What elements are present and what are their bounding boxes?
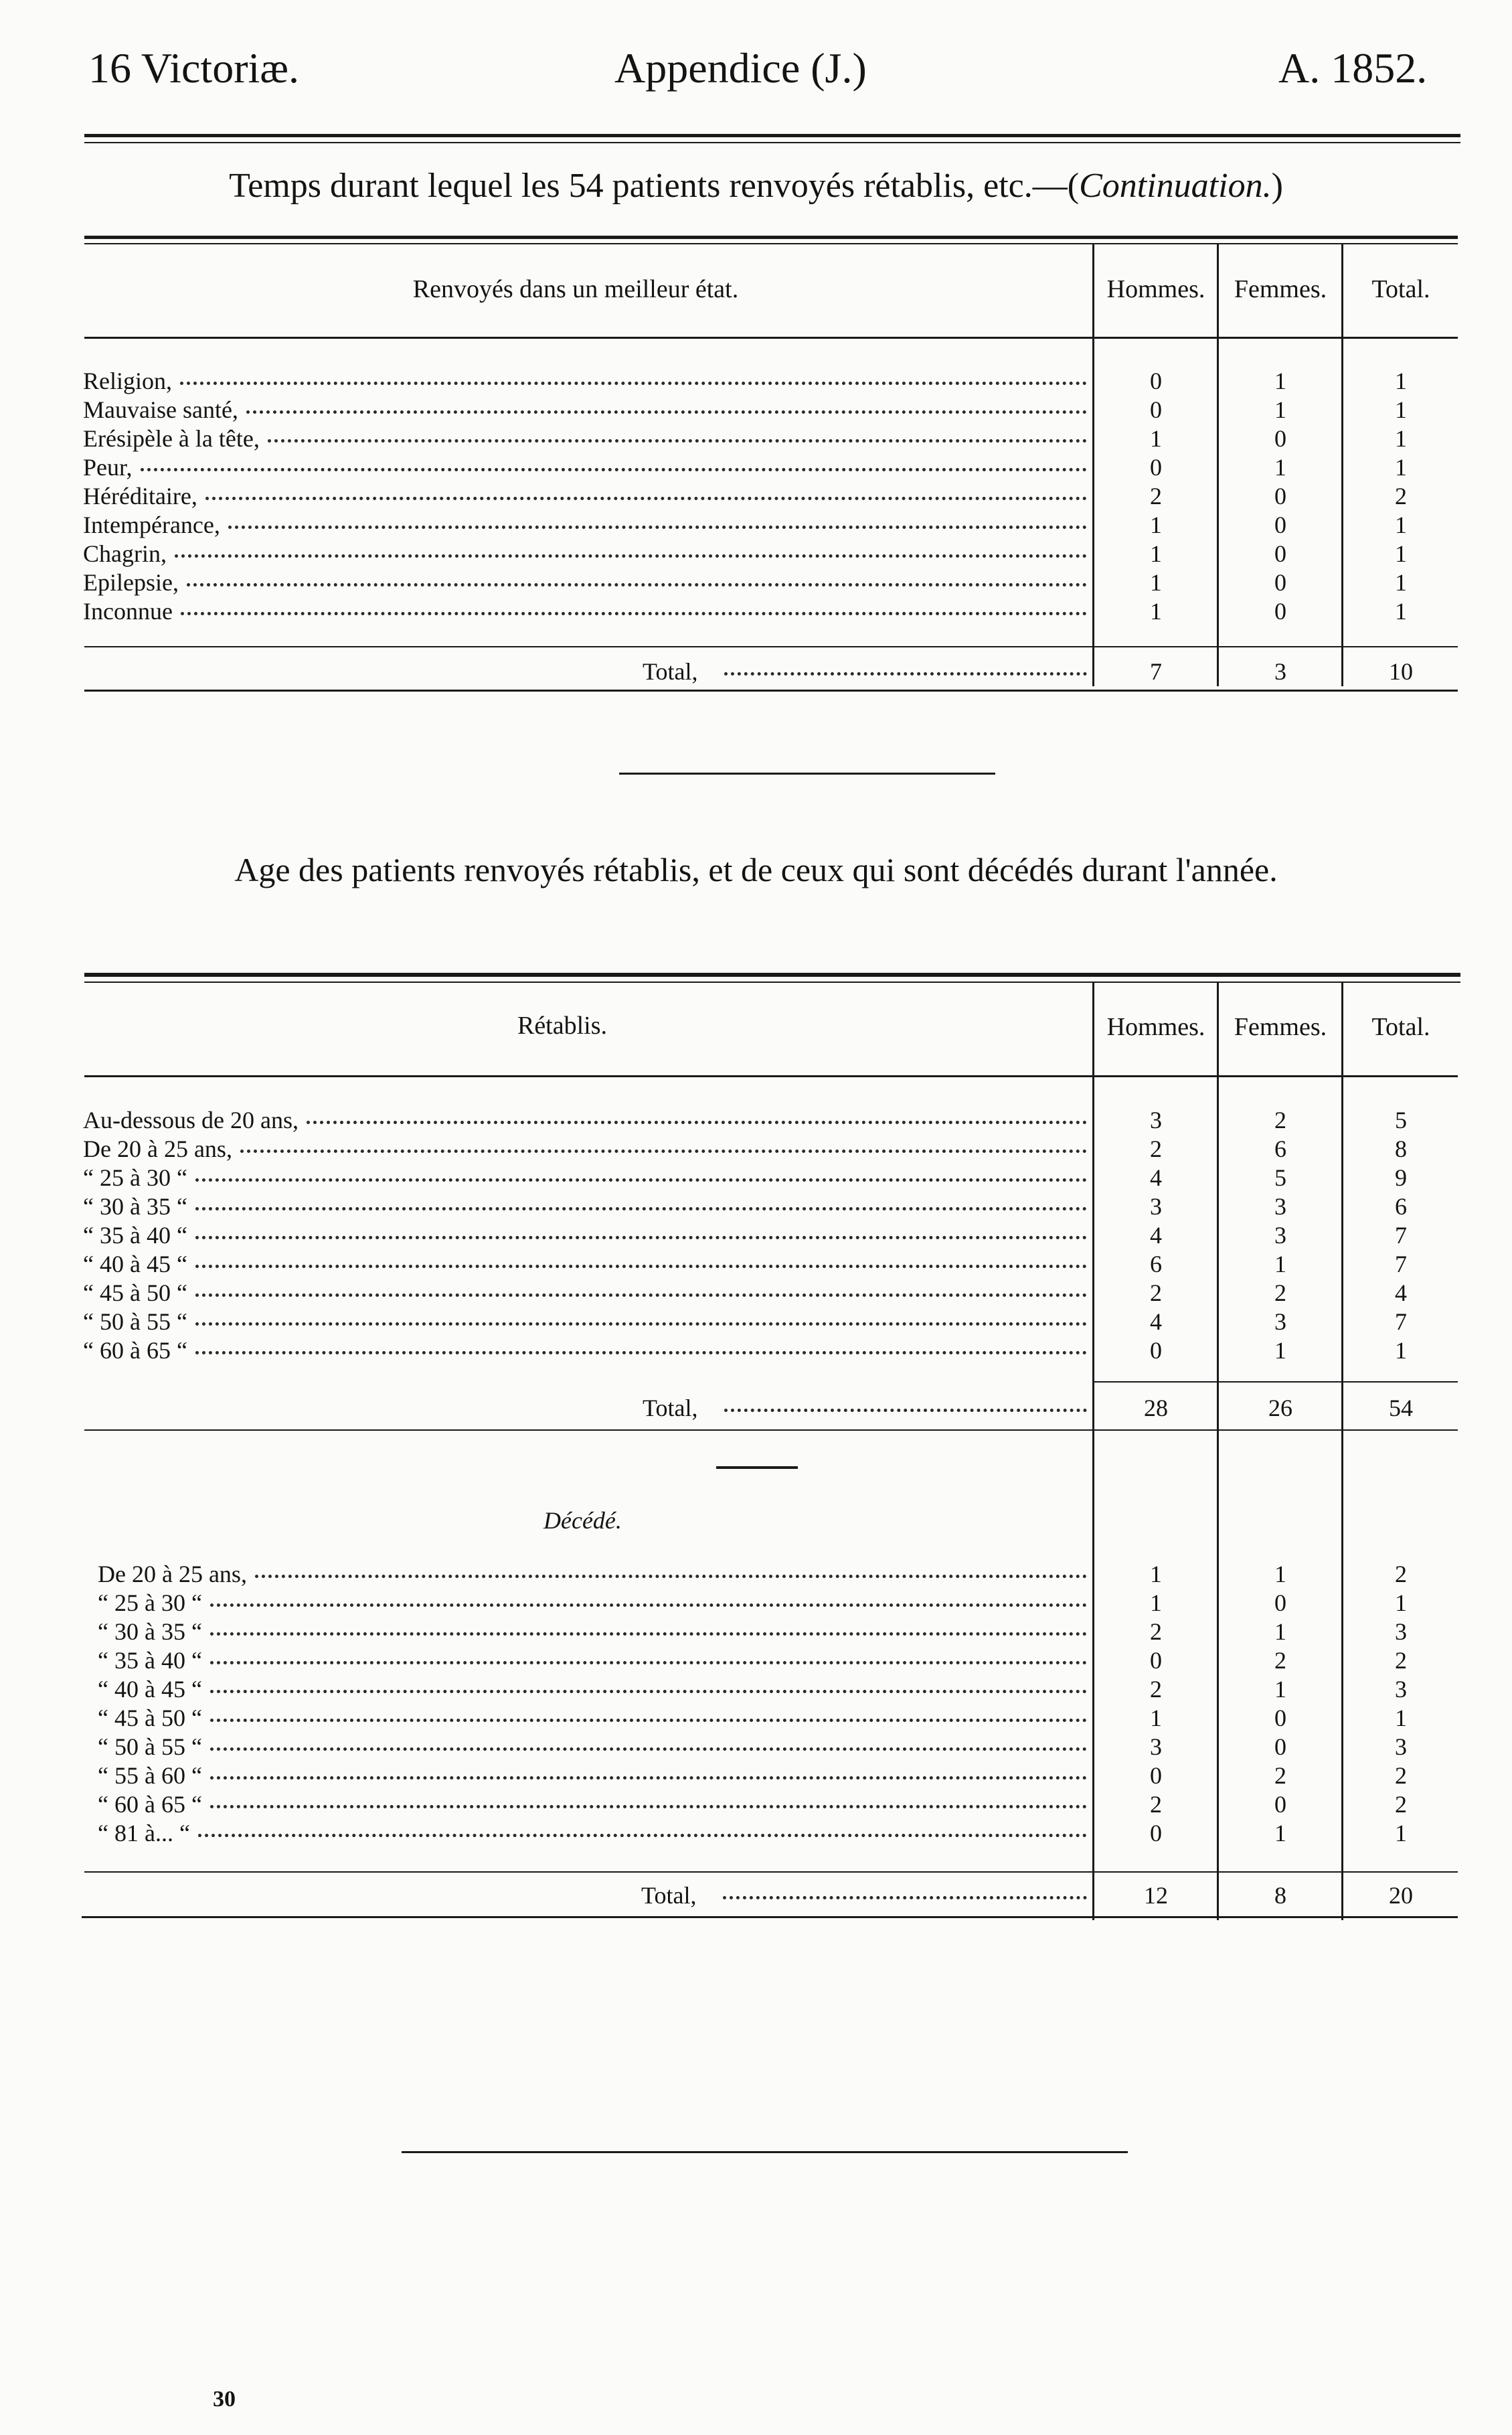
table1-rows-cell-hommes: 1 (1150, 569, 1162, 596)
table1-col-hommes: Hommes. (1106, 275, 1205, 303)
table1-rows-cell-total: 1 (1395, 368, 1407, 394)
table2-decedes-total-leader (723, 1893, 1087, 1899)
table1-rows-cell-femmes: 0 (1274, 425, 1286, 452)
table2-head-label: Rétablis. (517, 1012, 608, 1040)
table1-col-femmes: Femmes. (1234, 275, 1327, 303)
table2-decedes-cell-total: 2 (1395, 1791, 1407, 1818)
table1-vrule-2 (1217, 244, 1219, 686)
table2-decedes-total-femmes: 8 (1274, 1882, 1286, 1909)
table2-decedes-cell-femmes: 0 (1274, 1589, 1286, 1616)
table2-decedes-total-hommes: 12 (1144, 1882, 1168, 1909)
table1-rows-row-leader (205, 494, 1087, 500)
table1-rows-cell-total: 1 (1395, 569, 1407, 596)
table2-vrule-2 (1217, 983, 1219, 1920)
table1-rows-row-leader (180, 379, 1087, 385)
table1-rows-cell-hommes: 0 (1150, 396, 1162, 423)
section-divider-1 (619, 773, 995, 775)
table2-retablis-cell-femmes: 3 (1274, 1193, 1286, 1220)
table2-decedes-row-leader (210, 1630, 1087, 1636)
table2-retablis-cell-femmes: 3 (1274, 1222, 1286, 1249)
table2-retablis-cell-total: 9 (1395, 1164, 1407, 1191)
table2-retablis-total-total: 54 (1389, 1395, 1413, 1421)
table2-retablis-cell-femmes: 5 (1274, 1164, 1286, 1191)
table2-retablis-cell-total: 1 (1395, 1337, 1407, 1364)
table2-decedes-cell-hommes: 0 (1150, 1647, 1162, 1674)
table2-retablis-row-leader (195, 1176, 1087, 1182)
table2-retablis-row-leader (195, 1348, 1087, 1354)
table2-decedes-cell-hommes: 2 (1150, 1791, 1162, 1818)
table1-total-hommes: 7 (1150, 658, 1162, 685)
table2-decedes-cell-femmes: 0 (1274, 1705, 1286, 1731)
table2-retablis-cell-total: 5 (1395, 1107, 1407, 1133)
table1-vrule-1 (1092, 244, 1094, 686)
table1-rows-cell-total: 1 (1395, 454, 1407, 481)
table2-decedes-cell-total: 1 (1395, 1820, 1407, 1847)
running-head-right: A. 1852. (1278, 44, 1428, 92)
table2-decedes-row-leader (255, 1572, 1087, 1578)
table1-rows-row-leader (268, 437, 1087, 443)
table2-decedes-total-label: Total, (641, 1882, 697, 1909)
table1-rows-cell-femmes: 1 (1274, 368, 1286, 394)
table2-top-rule (84, 973, 1460, 977)
table2-retablis-cell-femmes: 6 (1274, 1135, 1286, 1162)
table1-total-leader (724, 670, 1087, 676)
table2-decedes-row-label: “ 60 à 65 “ (98, 1791, 202, 1818)
table1-rows-cell-hommes: 1 (1150, 540, 1162, 567)
table2-decedes-row-label: De 20 à 25 ans, (98, 1561, 247, 1587)
table1-rows-cell-hommes: 0 (1150, 368, 1162, 394)
table2-decedes-row-label: “ 45 à 50 “ (98, 1705, 202, 1731)
header-rule-thick (84, 134, 1460, 137)
table2-decedes-cell-total: 1 (1395, 1589, 1407, 1616)
table1-rows-cell-hommes: 1 (1150, 512, 1162, 538)
table2-retablis-row-label: Au-dessous de 20 ans, (83, 1107, 299, 1133)
decede-label: Décédé. (543, 1507, 622, 1534)
table1-rows-cell-femmes: 1 (1274, 454, 1286, 481)
table1-rows-cell-femmes: 0 (1274, 483, 1286, 509)
table1-head-label: Renvoyés dans un meilleur état. (412, 275, 739, 303)
table2-decedes-cell-hommes: 0 (1150, 1820, 1162, 1847)
table1-rows-cell-hommes: 1 (1150, 425, 1162, 452)
table2-decedes-row-label: “ 35 à 40 “ (98, 1647, 202, 1674)
table1-total-total: 10 (1389, 658, 1413, 685)
table2-decedes-cell-hommes: 1 (1150, 1561, 1162, 1587)
table1-rows-cell-femmes: 0 (1274, 569, 1286, 596)
table2-retablis-row-leader (195, 1320, 1087, 1326)
table2-retablis-cell-femmes: 2 (1274, 1107, 1286, 1133)
table2-retablis-total-hommes: 28 (1144, 1395, 1168, 1421)
table2-decedes-row-leader (210, 1774, 1087, 1780)
table1-rows-cell-femmes: 0 (1274, 512, 1286, 538)
table1-bottom-rule (84, 690, 1458, 692)
table2-retablis-cell-total: 8 (1395, 1135, 1407, 1162)
table2-retablis-cell-total: 7 (1395, 1251, 1407, 1277)
table2-decedes-cell-total: 1 (1395, 1705, 1407, 1731)
table2-retablis-total-label: Total, (643, 1395, 698, 1421)
table2-decedes-cell-total: 2 (1395, 1561, 1407, 1587)
table1-title: Temps durant lequel les 54 patients renvoyés rétablis, etc.—(Continuation.) (229, 167, 1283, 205)
table2-retablis-row-label: “ 60 à 65 “ (83, 1337, 187, 1364)
table2-decedes-cell-hommes: 2 (1150, 1676, 1162, 1703)
table1-rows-row-leader (181, 609, 1087, 615)
table1-rows-cell-femmes: 0 (1274, 598, 1286, 625)
table2-decedes-total-total: 20 (1389, 1882, 1413, 1909)
table2-decedes-cell-total: 2 (1395, 1762, 1407, 1789)
table2-retablis-row-leader (240, 1147, 1087, 1153)
table1-top-rule (84, 236, 1458, 239)
table2-decedes-row-leader (210, 1601, 1087, 1607)
table2-decedes-cell-femmes: 0 (1274, 1733, 1286, 1760)
table1-rows-row-label: Mauvaise santé, (83, 396, 238, 423)
table2-decedes-row-leader (210, 1716, 1087, 1722)
table1-rows-cell-hommes: 0 (1150, 454, 1162, 481)
table2-decedes-cell-femmes: 1 (1274, 1676, 1286, 1703)
table2-decedes-row-leader (210, 1745, 1087, 1751)
table1-rows-cell-total: 1 (1395, 396, 1407, 423)
table1-rows-cell-total: 1 (1395, 512, 1407, 538)
table2-decedes-row-label: “ 81 à... “ (98, 1820, 190, 1847)
table1-total-rule (84, 646, 1458, 647)
table2-retablis-cell-hommes: 4 (1150, 1164, 1162, 1191)
table2-retablis-cell-femmes: 1 (1274, 1337, 1286, 1364)
table1-rows-cell-hommes: 1 (1150, 598, 1162, 625)
table1-top-rule-thin (84, 243, 1458, 244)
table1-rows-row-leader (141, 465, 1087, 471)
table2-decedes-cell-total: 3 (1395, 1733, 1407, 1760)
table1-col-total: Total. (1371, 275, 1430, 303)
table2-decedes-row-label: “ 25 à 30 “ (98, 1589, 202, 1616)
table2-retablis-cell-femmes: 2 (1274, 1279, 1286, 1306)
section-divider-short (716, 1466, 798, 1469)
table2-decedes-cell-femmes: 2 (1274, 1762, 1286, 1789)
table2-decedes-row-label: “ 30 à 35 “ (98, 1618, 202, 1645)
table1-rows-row-label: Inconnue (83, 598, 173, 625)
table2-retablis-cell-hommes: 0 (1150, 1337, 1162, 1364)
table2-retablis-cell-hommes: 3 (1150, 1107, 1162, 1133)
table1-rows-row-label: Epilepsie, (83, 569, 179, 596)
table2-decedes-row-leader (198, 1831, 1087, 1837)
table2-decedes-row-leader (210, 1802, 1087, 1808)
table1-rows-cell-total: 1 (1395, 540, 1407, 567)
table2-decedes-row-label: “ 55 à 60 “ (98, 1762, 202, 1789)
table2-retablis-cell-femmes: 3 (1274, 1308, 1286, 1335)
table1-rows-cell-femmes: 0 (1274, 540, 1286, 567)
section-divider-2 (402, 2151, 1128, 2153)
table2-retablis-cell-hommes: 6 (1150, 1251, 1162, 1277)
table1-rows-row-label: Erésipèle à la tête, (83, 425, 260, 452)
table2-decedes-cell-femmes: 0 (1274, 1791, 1286, 1818)
table2-retablis-row-label: “ 25 à 30 “ (83, 1164, 187, 1191)
table1-rows-cell-total: 1 (1395, 598, 1407, 625)
table2-col-femmes: Femmes. (1234, 1013, 1327, 1041)
table1-rows-row-leader (228, 523, 1087, 529)
table2-retablis-row-leader (307, 1118, 1087, 1124)
table2-retablis-cell-hommes: 2 (1150, 1135, 1162, 1162)
table2-retablis-cell-total: 6 (1395, 1193, 1407, 1220)
table1-rows-row-label: Héréditaire, (83, 483, 197, 509)
table2-retablis-cell-hommes: 3 (1150, 1193, 1162, 1220)
table1-rows-cell-femmes: 1 (1274, 396, 1286, 423)
header-rule-thin (84, 142, 1460, 143)
table2-retablis-cell-total: 4 (1395, 1279, 1407, 1306)
table1-rows-cell-hommes: 2 (1150, 483, 1162, 509)
table1-rows-row-leader (246, 408, 1087, 414)
table2-retablis-row-label: De 20 à 25 ans, (83, 1135, 232, 1162)
table1-head-rule (84, 337, 1458, 339)
table2-retablis-total-femmes: 26 (1268, 1395, 1292, 1421)
table2-retablis-cell-total: 7 (1395, 1222, 1407, 1249)
table2-retablis-total-leader (724, 1406, 1087, 1412)
table2-decedes-cell-hommes: 2 (1150, 1618, 1162, 1645)
table2-retablis-cell-femmes: 1 (1274, 1251, 1286, 1277)
table2-decedes-total-rule (84, 1871, 1458, 1873)
table2-decedes-row-leader (210, 1687, 1087, 1693)
running-head-center: Appendice (J.) (614, 44, 867, 92)
table2-retablis-bottom-rule (84, 1429, 1458, 1431)
table2-retablis-cell-hommes: 2 (1150, 1279, 1162, 1306)
table1-rows-cell-total: 2 (1395, 483, 1407, 509)
table2-decedes-cell-hommes: 1 (1150, 1705, 1162, 1731)
table2-retablis-row-label: “ 40 à 45 “ (83, 1251, 187, 1277)
table2-vrule-1 (1092, 983, 1094, 1920)
table2-decedes-cell-total: 2 (1395, 1647, 1407, 1674)
table1-rows-row-leader (187, 580, 1087, 586)
table1-total-label: Total, (643, 658, 698, 685)
table2-decedes-cell-hommes: 0 (1150, 1762, 1162, 1789)
page-number: 30 (213, 2387, 236, 2412)
table2-decedes-cell-femmes: 1 (1274, 1820, 1286, 1847)
table2-retablis-total-rule (1092, 1381, 1458, 1383)
table2-retablis-row-label: “ 30 à 35 “ (83, 1193, 187, 1220)
running-head-left: 16 Victoriæ. (88, 44, 299, 92)
table1-rows-row-label: Peur, (83, 454, 133, 481)
table2-col-total: Total. (1371, 1013, 1430, 1041)
table2-retablis-cell-total: 7 (1395, 1308, 1407, 1335)
table2-decedes-row-label: “ 40 à 45 “ (98, 1676, 202, 1703)
table2-decedes-cell-hommes: 3 (1150, 1733, 1162, 1760)
table2-retablis-row-leader (195, 1233, 1087, 1239)
table2-decedes-cell-femmes: 1 (1274, 1561, 1286, 1587)
table2-decedes-row-leader (210, 1658, 1087, 1664)
table2-retablis-row-leader (195, 1204, 1087, 1210)
table2-vrule-3 (1341, 983, 1343, 1920)
table2-retablis-cell-hommes: 4 (1150, 1222, 1162, 1249)
table2-retablis-row-label: “ 45 à 50 “ (83, 1279, 187, 1306)
table1-rows-row-leader (175, 552, 1087, 558)
table2-retablis-cell-hommes: 4 (1150, 1308, 1162, 1335)
table2-bottom-rule (82, 1916, 1458, 1918)
table2-col-hommes: Hommes. (1106, 1013, 1205, 1041)
table1-rows-row-label: Intempérance, (83, 512, 220, 538)
table2-decedes-cell-total: 3 (1395, 1618, 1407, 1645)
table1-rows-row-label: Religion, (83, 368, 172, 394)
table1-vrule-3 (1341, 244, 1343, 686)
table2-retablis-row-leader (195, 1291, 1087, 1297)
table2-head-rule (84, 1075, 1458, 1077)
table1-rows-cell-total: 1 (1395, 425, 1407, 452)
table2-retablis-row-label: “ 35 à 40 “ (83, 1222, 187, 1249)
table2-decedes-row-label: “ 50 à 55 “ (98, 1733, 202, 1760)
table2-decedes-cell-hommes: 1 (1150, 1589, 1162, 1616)
table2-decedes-cell-femmes: 1 (1274, 1618, 1286, 1645)
table2-decedes-cell-total: 3 (1395, 1676, 1407, 1703)
table2-retablis-row-leader (195, 1262, 1087, 1268)
table2-top-rule-thin (84, 981, 1460, 983)
table2-title: Age des patients renvoyés rétablis, et de ceux qui sont décédés durant l'année. (234, 851, 1278, 888)
table2-decedes-cell-femmes: 2 (1274, 1647, 1286, 1674)
table1-rows-row-label: Chagrin, (83, 540, 167, 567)
table2-retablis-row-label: “ 50 à 55 “ (83, 1308, 187, 1335)
table1-total-femmes: 3 (1274, 658, 1286, 685)
